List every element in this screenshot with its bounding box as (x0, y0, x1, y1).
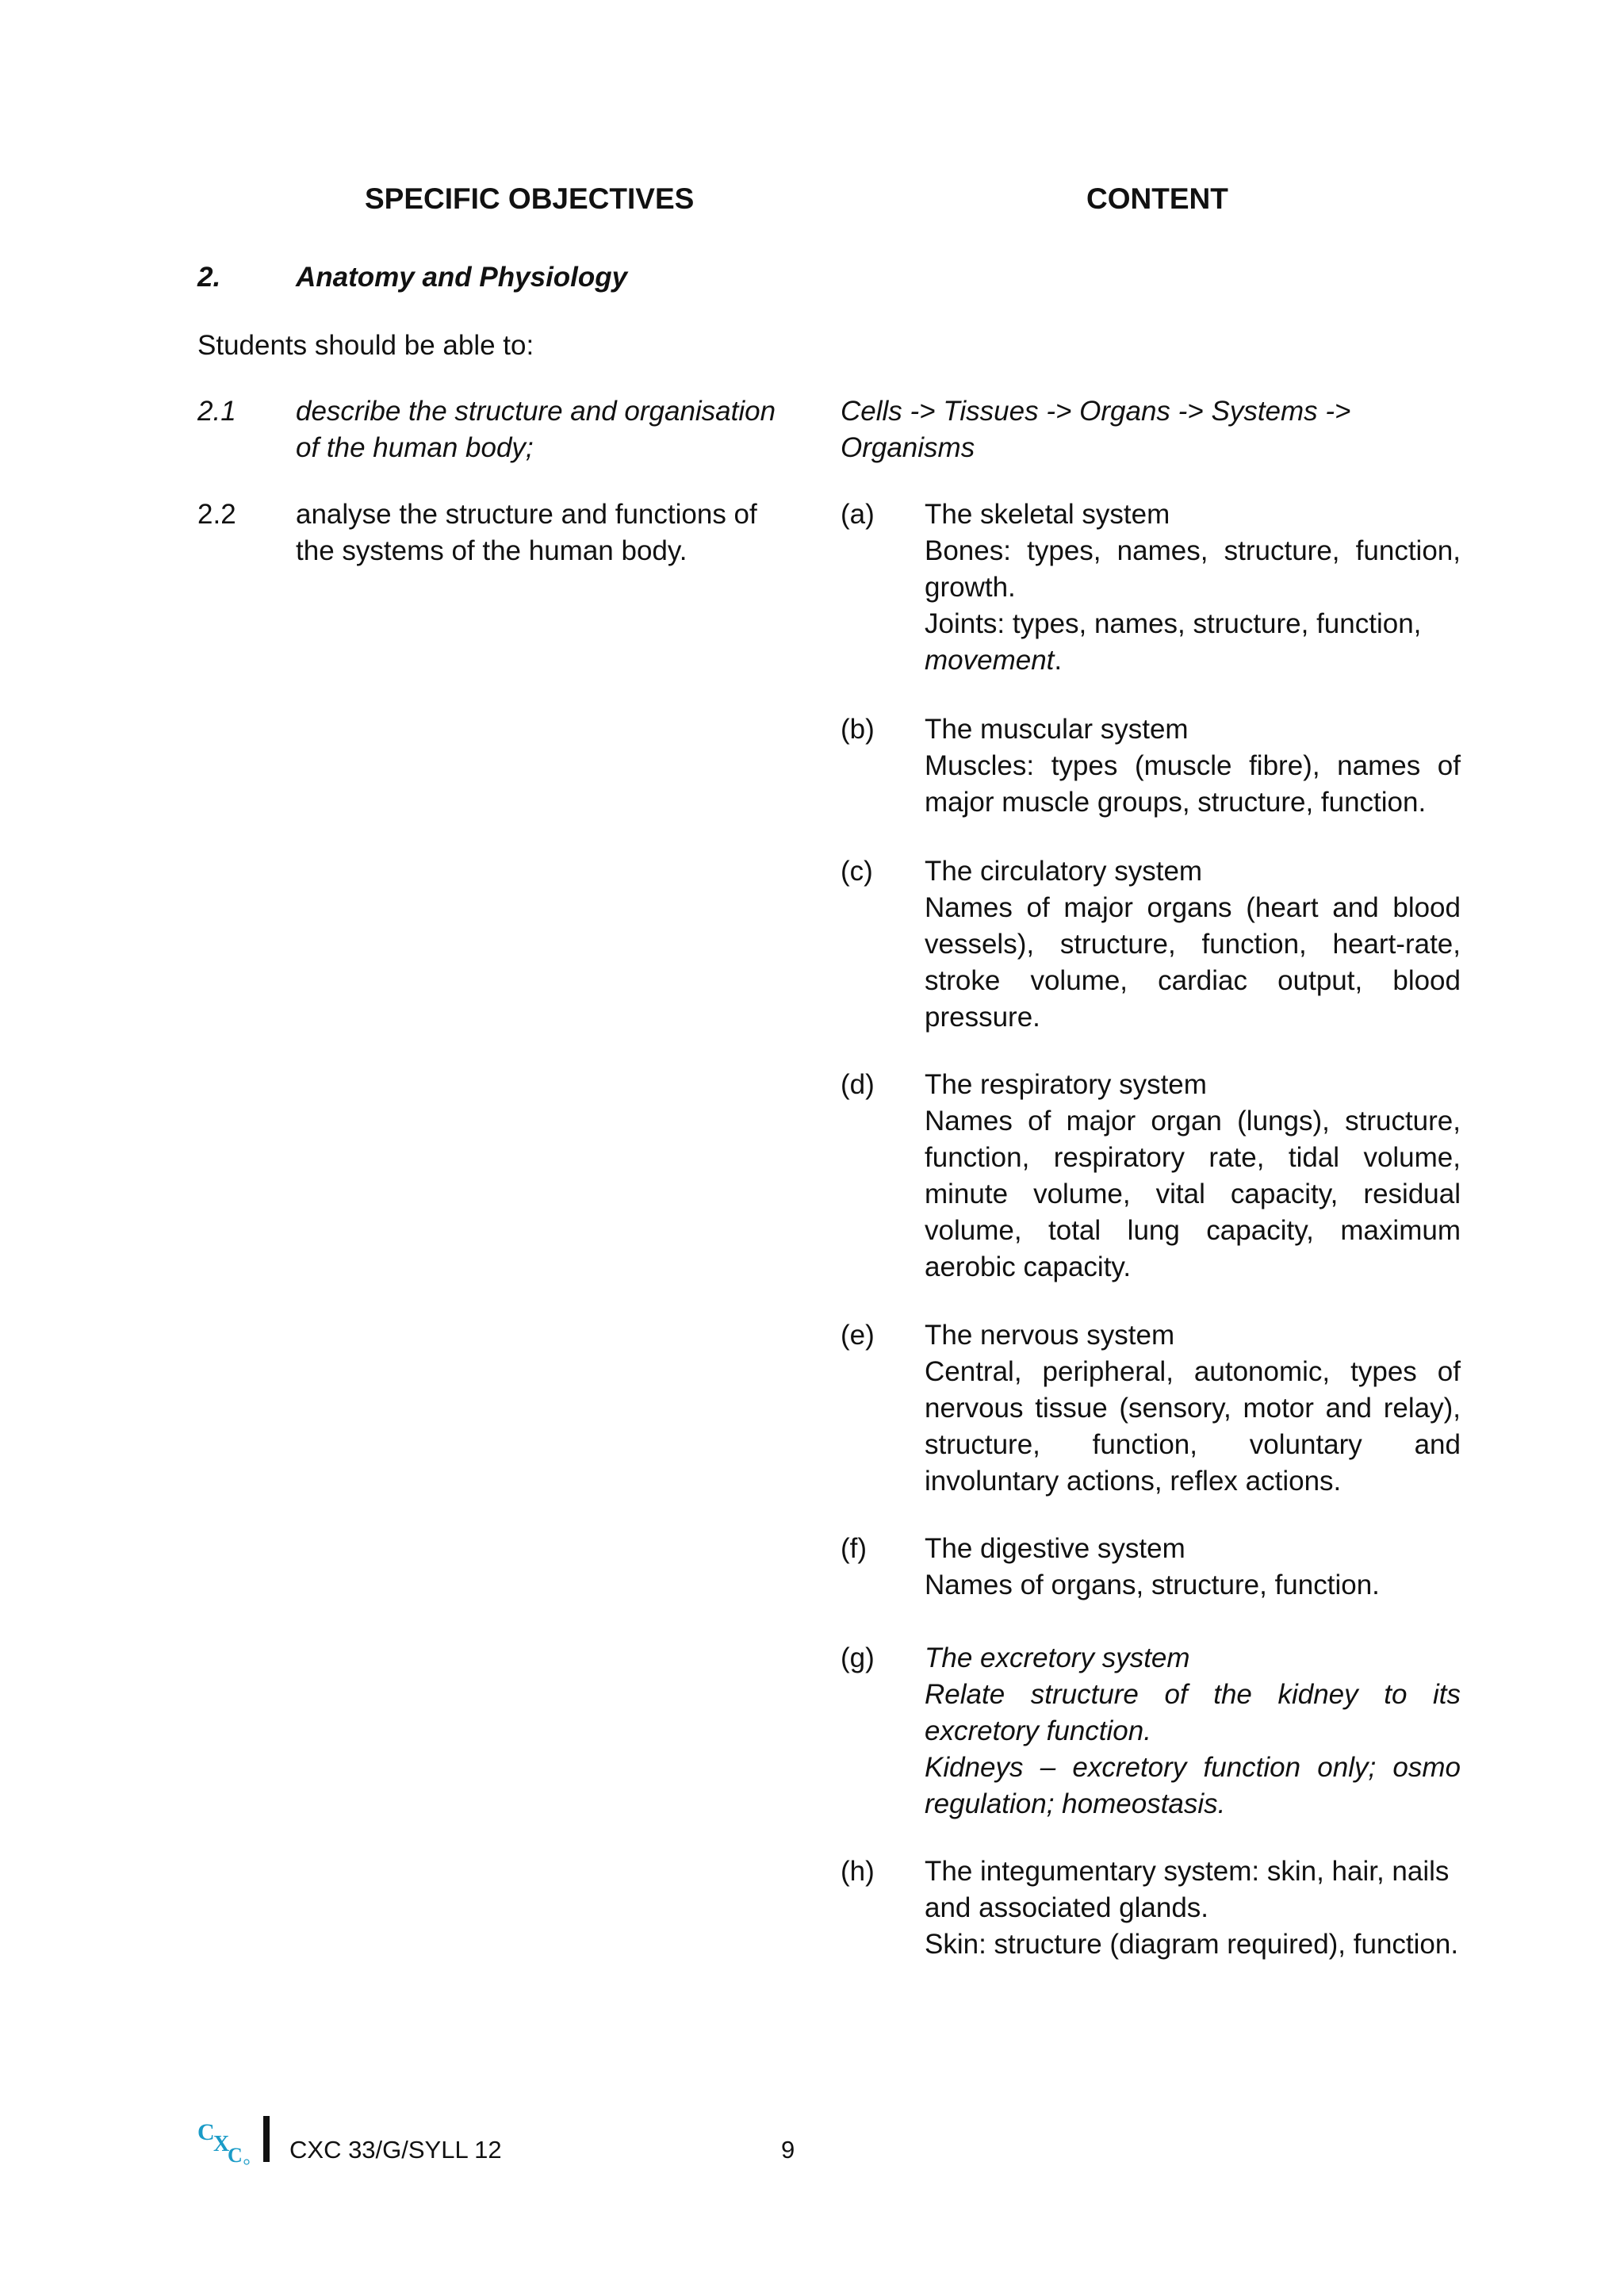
objective-text: describe the structure and organisation of the human body; (296, 396, 776, 463)
content-item-label: (b) (841, 714, 875, 745)
content-item-title: The muscular system (925, 714, 1189, 745)
content-item-nervous (925, 1317, 1461, 1500)
logo-letter-c2: C (228, 2144, 243, 2167)
intro-text: Students should be able to: (197, 330, 534, 361)
section-title: Anatomy and Physiology (296, 262, 628, 293)
logo-letter-x: X (213, 2132, 230, 2156)
objective-text: analyse the structure and functions of the systems of the human body. (296, 499, 757, 566)
content-2-1: Cells -> Tissues -> Organs -> Systems -> Organisms (841, 396, 1351, 463)
content-item-title: The skeletal system (925, 499, 1170, 530)
content-item-title: The excretory system (925, 1642, 1190, 1673)
objective-number: 2.2 (197, 499, 236, 530)
content-item-line: Relate structure of the kidney to its excretory function. (925, 1679, 1461, 1746)
content-item-label: (d) (841, 1069, 875, 1100)
section-number: 2. (197, 262, 221, 293)
content-item-digestive (925, 1531, 1461, 1604)
content-item-title: The circulatory system (925, 856, 1203, 887)
content-item-line: Central, peripheral, autonomic, types of nervous tissue (sensory, motor and relay), structure, function, voluntary and involuntary actions, reflex actions. (925, 1356, 1461, 1497)
content-item-label: (f) (841, 1533, 868, 1564)
cxc-logo-svg (196, 2116, 253, 2167)
content-item-label: (g) (841, 1642, 875, 1673)
content-item-line-wrap (925, 642, 1461, 679)
content-item-line: Names of major organ (lungs), structure, function, respiratory rate, tidal volume, minute volume, vital capacity, residual volume, total lung capacity, maximum aerobic capacity. (925, 1106, 1461, 1282)
footer-divider-bar (263, 2116, 270, 2162)
content-item-muscular (925, 711, 1461, 821)
content-item-excretory (925, 1640, 1461, 1823)
content-item-line: Names of major organs (heart and blood vessels), structure, function, heart-rate, stroke volume, cardiac output, blood pressure. (925, 892, 1461, 1033)
content-item-respiratory (925, 1067, 1461, 1286)
content-item-title: The digestive system (925, 1533, 1185, 1564)
content-item-line: Kidneys – excretory function only; osmo regulation; homeostasis. (925, 1752, 1461, 1819)
content-item-label: (c) (841, 856, 873, 887)
content-item-title: The integumentary system: skin, hair, nails and associated glands. (925, 1856, 1450, 1923)
content-item-circulatory (925, 853, 1461, 1036)
content-item-integumentary (925, 1853, 1461, 1963)
content-item-line: Skin: structure (diagram required), function. (925, 1929, 1459, 1960)
content-item-line: Joints: types, names, structure, function, (925, 608, 1422, 639)
content-item-line: Names of organs, structure, function. (925, 1570, 1380, 1600)
content-item-label: (a) (841, 499, 875, 530)
content-header: CONTENT (1086, 182, 1228, 215)
content-item-label: (h) (841, 1856, 875, 1887)
content-item-title: The respiratory system (925, 1069, 1207, 1100)
content-item-skeletal (925, 496, 1461, 679)
content-item-title: The nervous system (925, 1320, 1175, 1351)
content-item-label: (e) (841, 1320, 875, 1351)
cxc-logo-icon (196, 2116, 253, 2167)
page-number: 9 (781, 2136, 795, 2164)
footer-code: CXC 33/G/SYLL 12 (289, 2136, 502, 2164)
logo-letter-c1: C (197, 2119, 215, 2145)
italic-word: movement (925, 645, 1055, 676)
content-item-line: Muscles: types (muscle fibre), names of major muscle groups, structure, function. (925, 750, 1461, 818)
objective-number: 2.1 (197, 396, 236, 427)
content-item-line: Bones: types, names, structure, function, growth. (925, 535, 1461, 603)
specific-objectives-header: SPECIFIC OBJECTIVES (365, 182, 695, 215)
logo-registered-mark (244, 2160, 249, 2164)
punctuation: . (1054, 645, 1063, 676)
